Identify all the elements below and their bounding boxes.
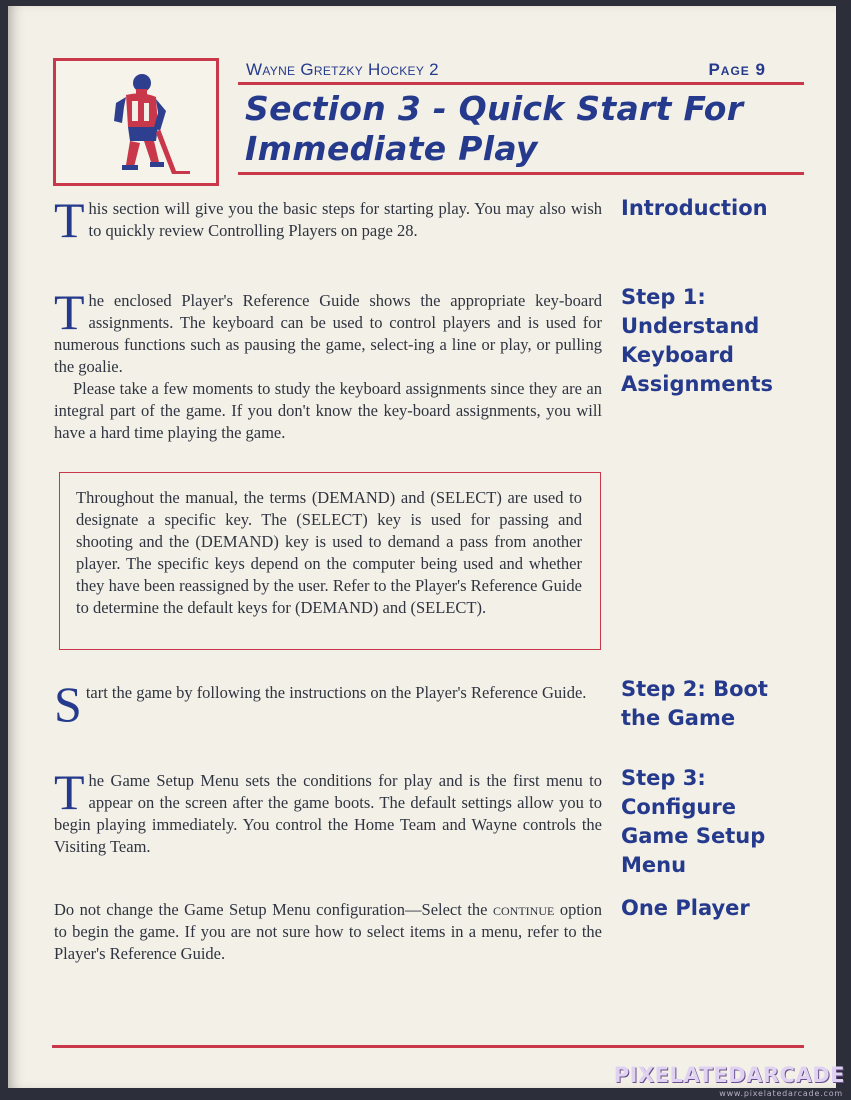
step1-heading: Step 1: Understand Keyboard Assignments bbox=[621, 285, 774, 396]
footer-rule bbox=[52, 1045, 804, 1048]
step3-heading: Step 3: Configure Game Setup Menu bbox=[621, 766, 766, 877]
dropcap: T bbox=[54, 192, 85, 248]
page-title: Section 3 - Quick Start For Immediate Play bbox=[245, 89, 744, 168]
hockey-player-logo bbox=[53, 58, 219, 186]
dropcap: T bbox=[54, 764, 85, 820]
step3-text: The Game Setup Menu sets the conditions for play and is the first menu to appear on the screen after the game boots. The default settings allow you to begin playing immediately. You control the Home Team and Wayne controls the Visiting Team. bbox=[54, 764, 602, 856]
step2-text: Start the game by following the instructions on the Player's Reference Guide. bbox=[54, 676, 587, 732]
hockey-player-icon bbox=[56, 61, 216, 183]
manual-page bbox=[8, 6, 836, 1088]
note-box bbox=[59, 472, 601, 650]
step2-heading: Step 2: Boot the Game bbox=[621, 677, 768, 730]
note-text: Throughout the manual, the terms (DEMAND) and (SELECT) are used to designate a specific key. The (SELECT) key is used for passing and shooting and the (DEMAND) key is used to demand a pass from another player. The specific keys depend on the computer being used and whether they have been reassigned by the user. Refer to the Player's Reference Guide to determine the default keys for (DEMAND) and (SELECT). bbox=[76, 488, 582, 617]
introduction-heading: Introduction bbox=[621, 196, 768, 220]
header-game-title: Wayne Gretzky Hockey 2 bbox=[246, 60, 439, 79]
step1-text: The enclosed Player's Reference Guide shows the appropriate key-board assignments. The keyboard can be used to control players and is used for numerous functions such as pausing the game, select-ing a line or play, or pulling the goalie. Please take a few moments to study the keyboard assignments since they are an integral part of the game. If you don't know the key-board assignments, you will have a hard time playing the game. bbox=[54, 284, 602, 442]
one-player-heading: One Player bbox=[621, 896, 750, 920]
watermark-url: www.pixelatedarcade.com bbox=[719, 1089, 843, 1098]
title-rule bbox=[238, 172, 804, 175]
header-page-number: Page 9 bbox=[708, 60, 766, 79]
introduction-text: This section will give you the basic steps for starting play. You may also wish to quickly review Controlling Players on page 28. bbox=[54, 192, 602, 248]
dropcap: S bbox=[54, 676, 82, 732]
watermark-logo: PIXELATEDARCADE bbox=[613, 1063, 845, 1087]
dropcap: T bbox=[54, 284, 85, 340]
one-player-text: Do not change the Game Setup Menu configuration—Select the continue option to begin the game. If you are not sure how to select items in a menu, refer to the Player's Reference Guide. bbox=[54, 900, 602, 963]
header-rule bbox=[238, 82, 804, 85]
